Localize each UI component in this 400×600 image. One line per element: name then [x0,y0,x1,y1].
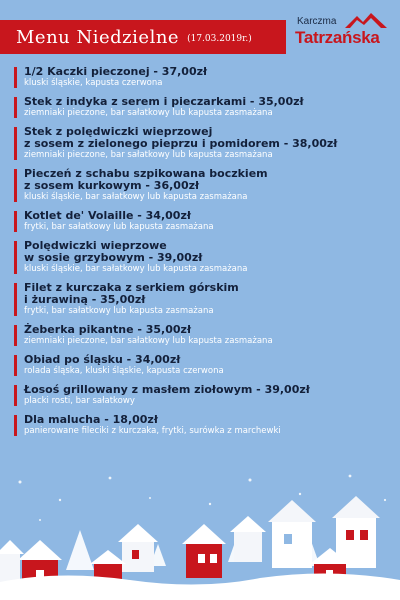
menu-item-marker [14,97,17,118]
menu-item-marker [14,415,17,436]
page-title: Menu Niedzielne [16,26,180,48]
menu-item-marker [14,325,17,346]
menu-list [14,66,398,444]
menu-item-marker [14,169,17,202]
menu-item-name: Łosoś grillowany z masłem ziołowym - 39,00zł [24,383,310,396]
menu-item [14,324,398,347]
menu-item [14,282,398,317]
menu-item [14,414,398,437]
menu-item [14,354,398,377]
menu-item [14,126,398,161]
menu-item-name: Polędwiczki wieprzowe w sosie grzybowym - 39,00zł [24,239,203,264]
menu-item-description: placki rosti, bar sałatkowy [24,396,135,406]
menu-item [14,66,398,89]
menu-item-name: Filet z kurczaka z serkiem górskim i żurawiną - 35,00zł [24,281,239,306]
menu-item-name: Stek z indyka z serem i pieczarkami - 35,00zł [24,95,304,108]
menu-item-description: ziemniaki pieczone, bar sałatkowy lub kapusta zasmażana [24,108,273,118]
menu-item-name: Kotlet de' Volaille - 34,00zł [24,209,191,222]
title-banner [0,20,286,54]
logo-top-text: Karczma [297,16,337,27]
menu-item [14,210,398,233]
menu-item-name: Stek z polędwiczki wieprzowej z sosem z zielonego pieprzu i pomidorem - 38,00zł [24,125,338,150]
menu-item-description: frytki, bar sałatkowy lub kapusta zasmażana [24,306,214,316]
logo-main-text: Tatrzańska [295,28,380,47]
menu-item-marker [14,211,17,232]
menu-item-name: Żeberka pikantne - 35,00zł [24,323,192,336]
menu-item-description: ziemniaki pieczone, bar sałatkowy lub kapusta zasmażana [24,150,273,160]
mountain-logo-icon [345,12,387,28]
menu-item [14,240,398,275]
restaurant-logo [293,12,393,56]
menu-item [14,96,398,119]
menu-item-description: frytki, bar sałatkowy lub kapusta zasmażana [24,222,214,232]
menu-date: (17.03.2019r.) [187,34,252,44]
menu-item-marker [14,67,17,88]
menu-item-description: ziemniaki pieczone, bar sałatkowy lub kapusta zasmażana [24,336,273,346]
menu-item-marker [14,283,17,316]
winter-village-illustration [0,470,400,600]
menu-item-description: kluski śląskie, kapusta czerwona [24,78,163,88]
menu-item [14,384,398,407]
menu-item-marker [14,385,17,406]
menu-item-marker [14,127,17,160]
menu-item-marker [14,355,17,376]
header [0,0,400,64]
menu-item-description: rolada śląska, kluski śląskie, kapusta czerwona [24,366,224,376]
menu-item-description: panierowane fileciki z kurczaka, frytki, surówka z marchewki [24,426,281,436]
snowflakes [19,475,387,521]
menu-item-description: kluski śląskie, bar sałatkowy lub kapusta zasmażana [24,192,248,202]
menu-item-name: Dla malucha - 18,00zł [24,413,158,426]
menu-item-description: kluski śląskie, bar sałatkowy lub kapusta zasmażana [24,264,248,274]
menu-item [14,168,398,203]
menu-item-name: Obiad po śląsku - 34,00zł [24,353,181,366]
menu-item-marker [14,241,17,274]
menu-item-name: Pieczeń z schabu szpikowana boczkiem z sosem kurkowym - 36,00zł [24,167,268,192]
menu-item-name: 1/2 Kaczki pieczonej - 37,00zł [24,65,208,78]
